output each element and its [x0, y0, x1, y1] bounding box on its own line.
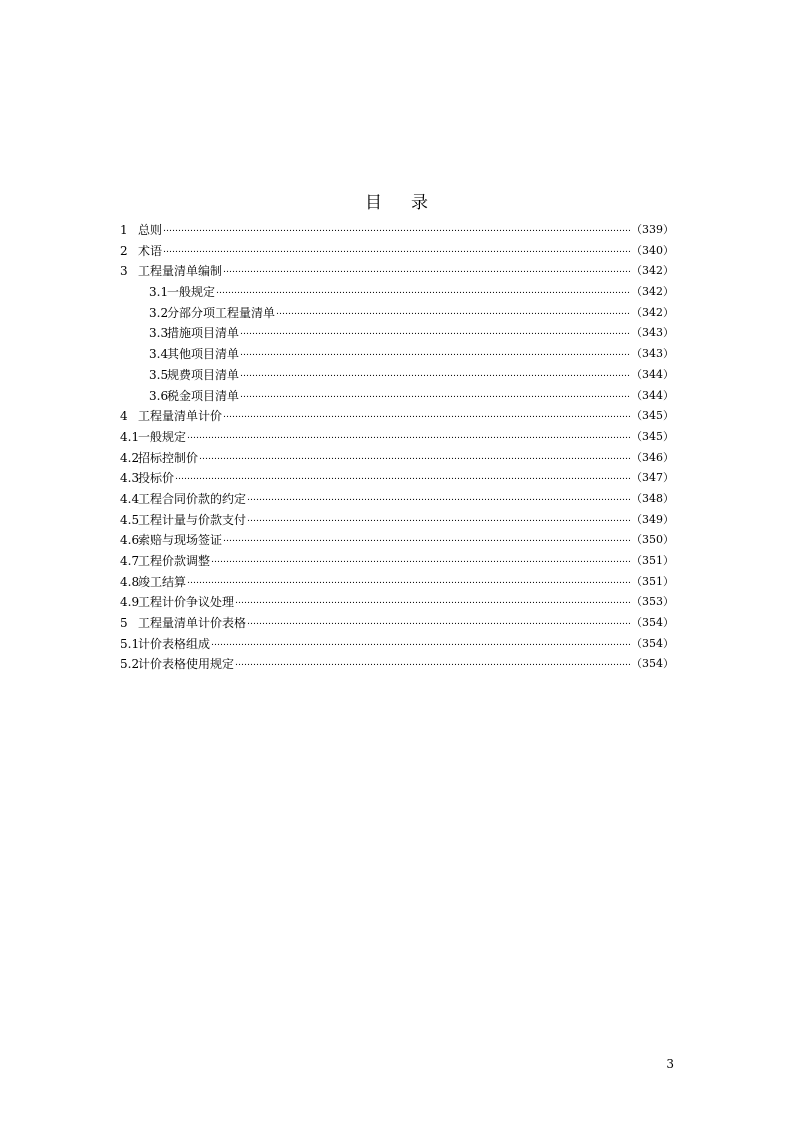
toc-entry-number: 4.4	[120, 491, 140, 506]
toc-entry[interactable]	[120, 448, 674, 469]
table-of-contents	[120, 220, 674, 675]
toc-entry[interactable]	[120, 489, 674, 510]
toc-entry-label: 一般规定	[167, 285, 216, 300]
toc-entry[interactable]	[120, 427, 674, 448]
toc-entry[interactable]	[120, 530, 674, 551]
toc-entry-label: 规费项目清单	[167, 367, 240, 382]
toc-entry-page: （345）	[631, 409, 674, 423]
toc-leader-dots	[247, 612, 630, 633]
toc-entry-page: （354）	[631, 636, 674, 650]
toc-entry-page: （348）	[631, 491, 674, 505]
toc-leader-dots	[216, 281, 630, 302]
toc-leader-dots	[163, 219, 630, 240]
toc-entry[interactable]	[120, 613, 674, 634]
toc-leader-dots	[187, 571, 630, 592]
toc-entry-number: 1	[120, 223, 128, 237]
toc-entry-page: （340）	[631, 243, 674, 257]
toc-entry-page: （343）	[631, 347, 674, 361]
toc-entry-label: 索赔与现场签证	[138, 533, 223, 548]
toc-entry-page: （342）	[631, 285, 674, 299]
toc-entry-label: 工程量清单计价	[138, 409, 223, 424]
toc-entry[interactable]	[120, 241, 674, 262]
toc-entry-number: 5	[120, 616, 128, 631]
title-char-2: 录	[411, 193, 429, 213]
toc-entry-page: （354）	[631, 616, 674, 630]
toc-leader-dots	[211, 633, 630, 654]
toc-entry[interactable]	[120, 510, 674, 531]
toc-entry-page: （349）	[631, 512, 674, 526]
toc-entry-page: （354）	[631, 657, 674, 671]
toc-entry-label: 工程量清单编制	[138, 264, 223, 279]
toc-entry-number: 4.2	[120, 450, 140, 465]
toc-entry[interactable]	[120, 654, 674, 675]
toc-entry-label: 税金项目清单	[167, 388, 240, 403]
toc-leader-dots	[247, 488, 630, 509]
toc-leader-dots	[276, 302, 630, 323]
toc-entry-number: 3.1	[149, 285, 169, 300]
toc-leader-dots	[199, 447, 630, 468]
toc-entry-label: 分部分项工程量清单	[167, 305, 276, 320]
page-number: 3	[666, 1057, 674, 1071]
toc-entry-number: 3.5	[149, 367, 169, 382]
toc-entry-page: （339）	[631, 223, 674, 236]
toc-entry-label: 竣工结算	[138, 574, 187, 589]
toc-leader-dots	[235, 653, 630, 674]
toc-entry-number: 5.1	[120, 636, 140, 651]
toc-entry-label: 工程计量与价款支付	[138, 512, 247, 527]
toc-entry-label: 工程量清单计价表格	[138, 616, 247, 631]
toc-entry[interactable]	[120, 282, 674, 303]
toc-entry-page: （344）	[631, 367, 674, 381]
toc-entry[interactable]	[120, 344, 674, 365]
toc-entry-number: 4.8	[120, 574, 140, 589]
toc-entry-page: （353）	[631, 595, 674, 609]
toc-entry-number: 4.1	[120, 429, 140, 444]
toc-entry[interactable]	[120, 220, 674, 241]
toc-entry-number: 4.7	[120, 554, 140, 568]
toc-entry-number: 3.4	[149, 347, 169, 362]
toc-entry-label: 工程合同价款的约定	[138, 491, 247, 506]
toc-entry[interactable]	[120, 323, 674, 344]
toc-leader-dots	[240, 322, 630, 343]
toc-entry[interactable]	[120, 572, 674, 593]
toc-entry-label: 投标价	[138, 471, 175, 486]
toc-entry-page: （342）	[631, 305, 674, 319]
toc-entry-number: 4.3	[120, 471, 140, 486]
toc-entry-number: 4.5	[120, 512, 140, 527]
toc-entry-label: 术语	[138, 243, 163, 258]
toc-entry-label: 总则	[138, 223, 163, 237]
toc-entry-number: 5.2	[120, 657, 140, 672]
toc-entry[interactable]	[120, 551, 674, 572]
page-title	[0, 188, 794, 213]
toc-leader-dots	[175, 467, 630, 488]
toc-entry-label: 工程价款调整	[138, 554, 211, 568]
toc-leader-dots	[240, 364, 630, 385]
title-char-1: 目	[365, 193, 383, 213]
toc-entry-label: 计价表格组成	[138, 636, 211, 651]
toc-leader-dots	[211, 550, 630, 571]
toc-entry-number: 3.3	[149, 326, 169, 341]
toc-entry[interactable]	[120, 386, 674, 407]
toc-entry-page: （351）	[631, 554, 674, 567]
toc-entry-number: 3	[120, 264, 128, 279]
toc-entry-label: 一般规定	[138, 429, 187, 444]
toc-entry[interactable]	[120, 261, 674, 282]
toc-entry[interactable]	[120, 406, 674, 427]
toc-leader-dots	[223, 260, 630, 281]
toc-entry-label: 招标控制价	[138, 450, 199, 465]
toc-entry-label: 计价表格使用规定	[138, 657, 235, 672]
toc-entry-page: （350）	[631, 533, 674, 547]
toc-leader-dots	[240, 385, 630, 406]
toc-leader-dots	[223, 529, 630, 550]
toc-entry-page: （343）	[631, 326, 674, 340]
toc-entry-page: （351）	[631, 574, 674, 588]
toc-entry[interactable]	[120, 634, 674, 655]
toc-entry-page: （342）	[631, 264, 674, 278]
toc-entry-label: 措施项目清单	[167, 326, 240, 341]
toc-entry[interactable]	[120, 592, 674, 613]
toc-leader-dots	[223, 405, 630, 426]
toc-entry-number: 2	[120, 243, 128, 258]
toc-leader-dots	[247, 509, 630, 530]
toc-entry-label: 其他项目清单	[167, 347, 240, 362]
toc-entry-number: 4.6	[120, 533, 140, 548]
toc-entry-number: 3.2	[149, 305, 169, 320]
toc-entry[interactable]	[120, 365, 674, 386]
toc-leader-dots	[163, 240, 630, 261]
toc-leader-dots	[235, 591, 630, 612]
toc-entry-label: 工程计价争议处理	[138, 595, 235, 610]
toc-entry-number: 3.6	[149, 388, 169, 403]
toc-entry[interactable]	[120, 468, 674, 489]
toc-leader-dots	[187, 426, 630, 447]
toc-entry-page: （344）	[631, 388, 674, 402]
toc-entry-page: （346）	[631, 450, 674, 464]
toc-entry-number: 4.9	[120, 595, 140, 610]
toc-leader-dots	[240, 343, 630, 364]
toc-entry-number: 4	[120, 409, 128, 424]
toc-entry[interactable]	[120, 303, 674, 324]
toc-entry-page: （345）	[631, 429, 674, 443]
toc-entry-page: （347）	[631, 471, 674, 485]
